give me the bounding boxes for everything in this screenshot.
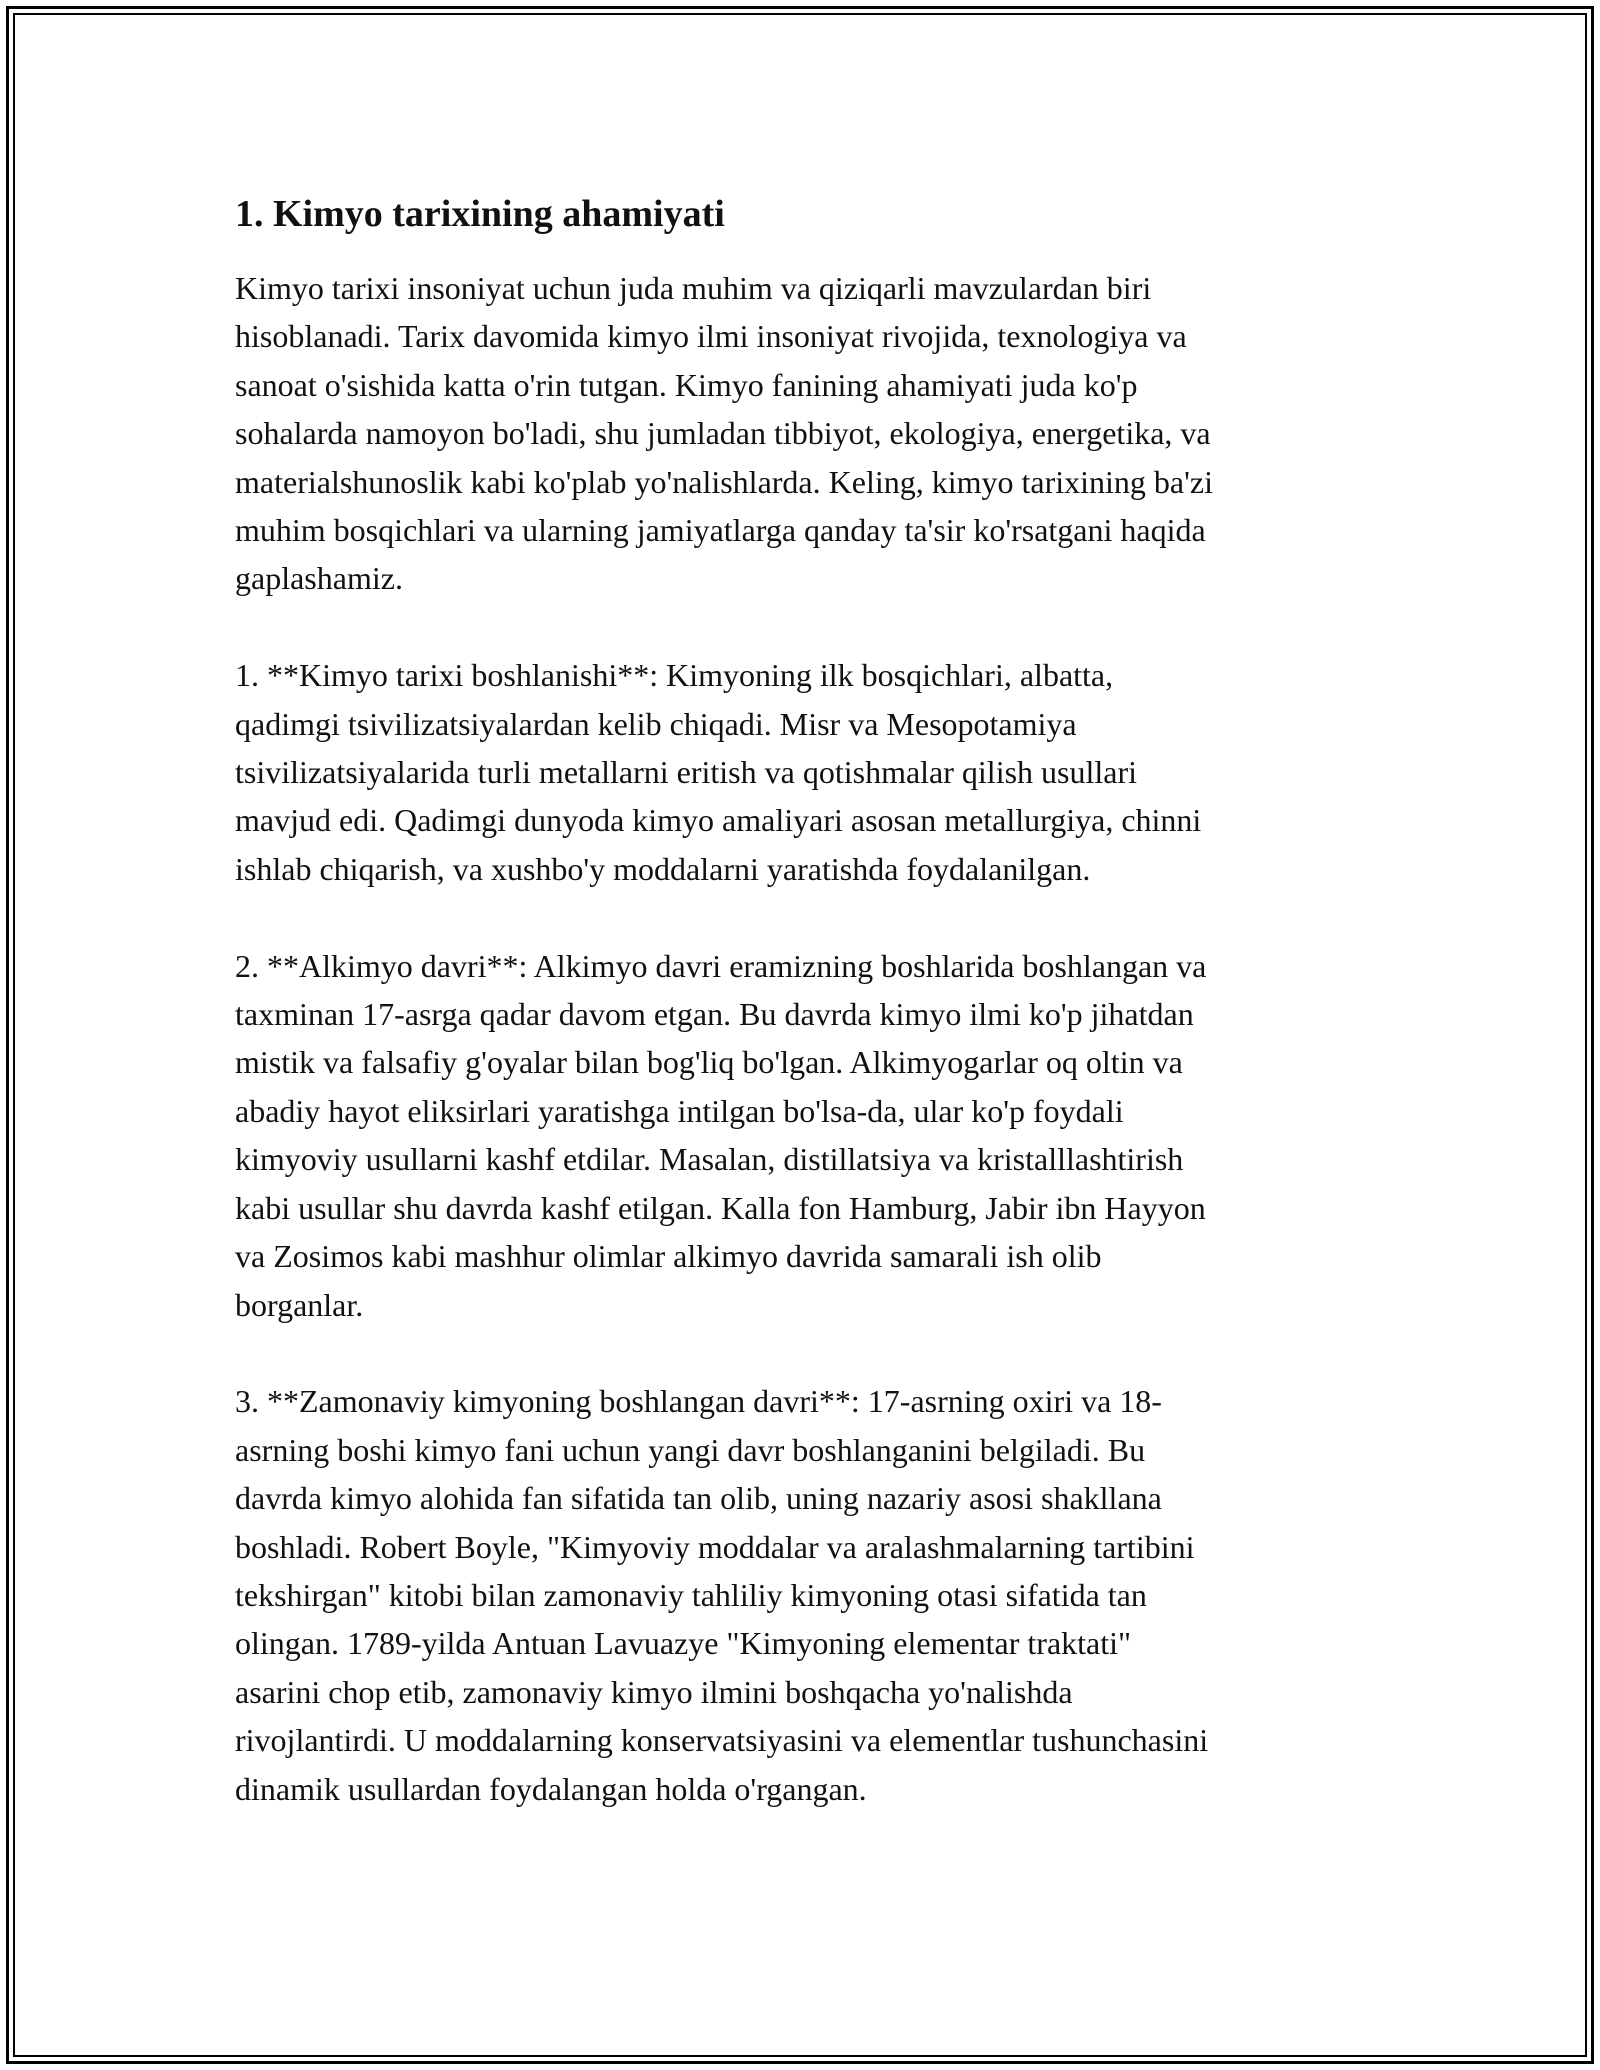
document-body [235, 188, 1365, 1861]
paragraph-zamonaviy-kimyo: 3. **Zamonaviy kimyoning boshlangan davri**: 17-asrning oxiri va 18- asrning boshi kimyo fani uchun yangi davr boshlanganini belgiladi. Bu davrda kimyo alohida fan sifatida tan olib, uning nazariy asosi shakllana boshladi. Robert Boyle, "Kimyoviy moddalar va aralashmalarning tartibini tekshirgan" kitobi bilan zamonaviy tahliliy kimyoning otasi sifatida tan olingan. 1789-yilda Antuan Lavuazye "Kimyoning elementar traktati" asarini chop etib, zamonaviy kimyo ilmini boshqacha yo'nalishda rivojlantirdi. U moddalarning konservatsiyasini va elementlar tushunchasini dinamik usullardan foydalangan holda o'rgangan. [235, 1383, 1209, 1807]
section-heading: 1. Kimyo tarixining ahamiyati [235, 193, 725, 235]
paragraph-kimyo-tarixi-boshlanishi: 1. **Kimyo tarixi boshlanishi**: Kimyoning ilk bosqichlari, albatta, qadimgi tsivilizatsiyalardan kelib chiqadi. Misr va Mesopotamiya tsivilizatsiyalarida turli metallarni eritish va qotishmalar qilish usullari mavjud edi. Qadimgi dunyoda kimyo amaliyari asosan metallurgiya, chinni ishlab chiqarish, va xushbo'y moddalarni yaratishda foydalanilgan. [235, 657, 1202, 887]
paragraph-intro: Kimyo tarixi insoniyat uchun juda muhim va qiziqarli mavzulardan biri hisoblanadi. Tarix davomida kimyo ilmi insoniyat rivojida, texnologiya va sanoat o'sishida katta o'rin tutgan. Kimyo fanining ahamiyati juda ko'p sohalarda namoyon bo'ladi, shu jumladan tibbiyot, ekologiya, energetika, va materialshunoslik kabi ko'plab yo'nalishlarda. Keling, kimyo tarixining ba'zi muhim bosqichlari va ularning jamiyatlarga qanday ta'sir ko'rsatgani haqida gaplashamiz. [235, 270, 1213, 597]
paragraph-alkimyo-davri: 2. **Alkimyo davri**: Alkimyo davri eramizning boshlarida boshlangan va taxminan 17-asrga qadar davom etgan. Bu davrda kimyo ilmi ko'p jihatdan mistik va falsafiy g'oyalar bilan bog'liq bo'lgan. Alkimyogarlar oq oltin va abadiy hayot eliksirlari yaratishga intilgan bo'lsa-da, ular ko'p foydali kimyoviy usullarni kashf etdilar. Masalan, distillatsiya va kristalllashtirish kabi usullar shu davrda kashf etilgan. Kalla fon Hamburg, Jabir ibn Hayyon va Zosimos kabi mashhur olimlar alkimyo davrida samarali ish olib borganlar. [235, 947, 1207, 1323]
